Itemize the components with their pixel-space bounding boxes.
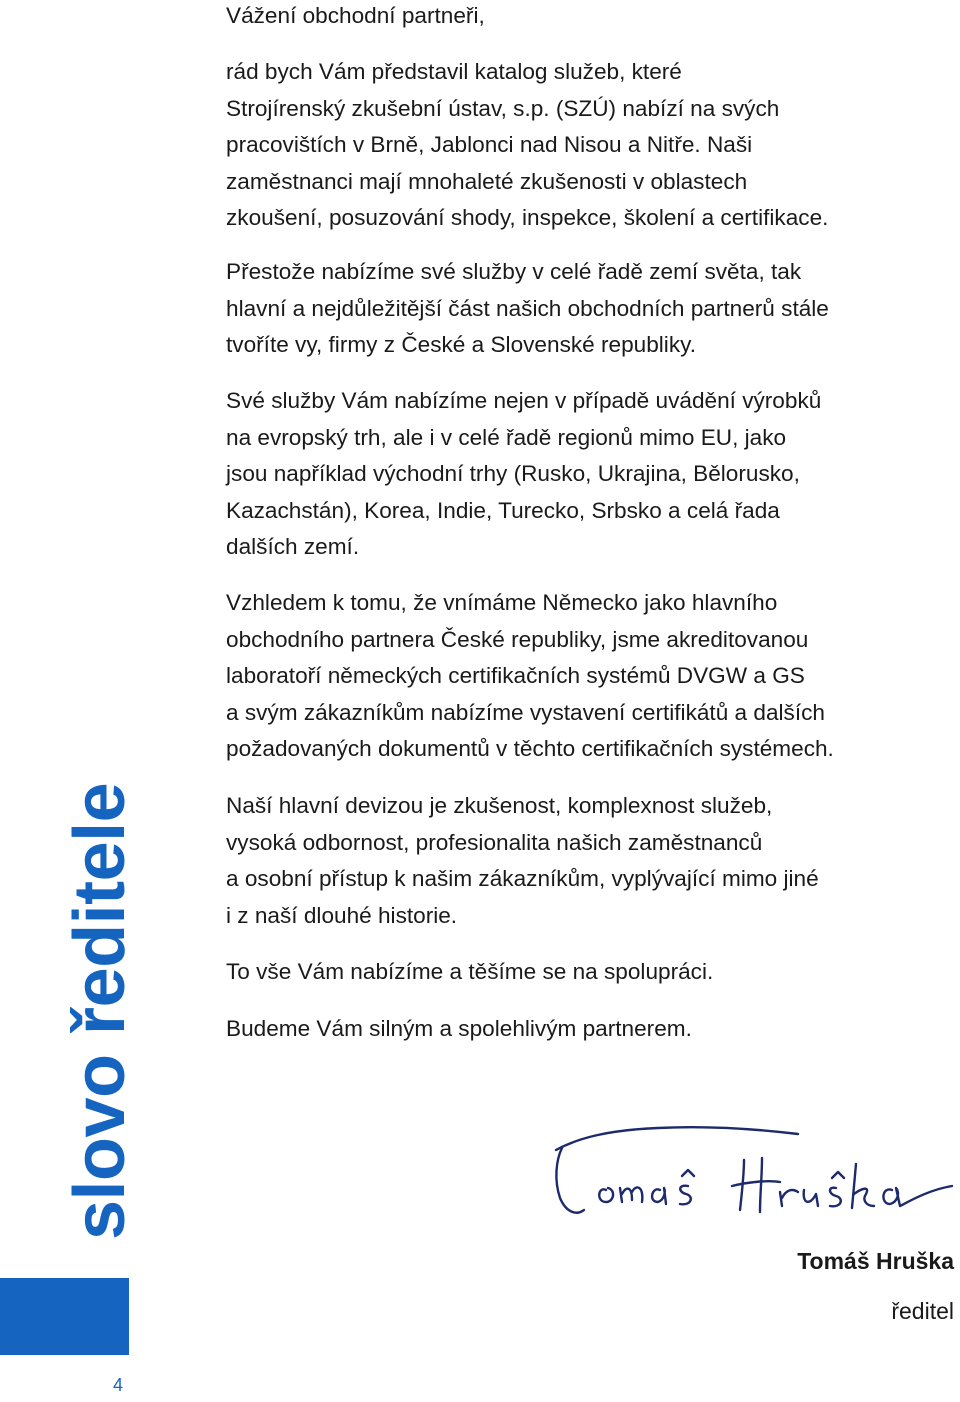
paragraph-markets <box>226 383 956 566</box>
paragraph-cooperation <box>226 954 956 991</box>
text-line: vysoká odbornost, profesionalita našich zaměstnanců <box>226 829 763 855</box>
text-line: pracovištích v Brně, Jablonci nad Nisou a Nitře. Naši <box>226 132 753 157</box>
text-line: To vše Vám nabízíme a těšíme se na spolupráci. <box>226 959 714 984</box>
text-line: na evropský trh, ale i v celé řadě regionů mimo EU, jako <box>226 424 787 450</box>
text-line: dalších zemí. <box>226 534 360 559</box>
text-line: jsou například východní trhy (Rusko, Ukrajina, Bělorusko, <box>226 461 800 486</box>
text-line: a osobní přístup k našim zákazníkům, vyplývající mimo jiné <box>226 866 819 891</box>
text-line: hlavní a nejdůležitější část našich obchodních partnerů stále <box>226 295 829 321</box>
text-line: Kazachstán), Korea, Indie, Turecko, Srbsko a celá řada <box>226 497 780 523</box>
paragraph-germany <box>226 585 956 768</box>
accent-block <box>0 1278 129 1355</box>
text-line: zkoušení, posuzování shody, inspekce, školení a certifikace. <box>226 205 829 230</box>
paragraph-closing <box>226 1011 956 1048</box>
text-line: a svým zákazníkům nabízíme vystavení certifikátů a dalších <box>226 699 825 725</box>
paragraph-intro <box>226 54 956 237</box>
signer-name: Tomáš Hruška <box>797 1248 954 1274</box>
text-line: Naší hlavní devizou je zkušenost, komplexnost služeb, <box>226 793 773 818</box>
text-line: i z naší dlouhé historie. <box>226 902 458 928</box>
signer-role: ředitel <box>891 1298 954 1324</box>
text-line: Své služby Vám nabízíme nejen v případě uvádění výrobků <box>226 388 822 413</box>
paragraph-strengths <box>226 788 956 934</box>
paragraph-partners <box>226 254 956 364</box>
text-line: laboratoří německých certifikačních systémů DVGW a GS <box>226 663 805 688</box>
text-line: tvoříte vy, firmy z České a Slovenské republiky. <box>226 332 697 357</box>
text-line: Strojírenský zkušební ústav, s.p. (SZÚ) nabízí na svých <box>226 95 780 121</box>
text-line: rád bych Vám představil katalog služeb, které <box>226 59 682 84</box>
greeting: Vážení obchodní partneři, <box>226 3 485 28</box>
text-line: Budeme Vám silným a spolehlivým partnerem. <box>226 1016 692 1041</box>
text-line: Přestože nabízíme své služby v celé řadě zemí světa, tak <box>226 259 802 284</box>
text-line: Vzhledem k tomu, že vnímáme Německo jako hlavního <box>226 590 778 615</box>
text-line: požadovaných dokumentů v těchto certifikačních systémech. <box>226 736 834 761</box>
handwritten-signature <box>548 1120 960 1235</box>
page-number: 4 <box>113 1375 124 1395</box>
text-line: zaměstnanci mají mnohaleté zkušenosti v oblastech <box>226 168 748 194</box>
text-line: obchodního partnera České republiky, jsme akreditovanou <box>226 626 809 652</box>
section-title: slovo ředitele <box>60 782 140 1240</box>
